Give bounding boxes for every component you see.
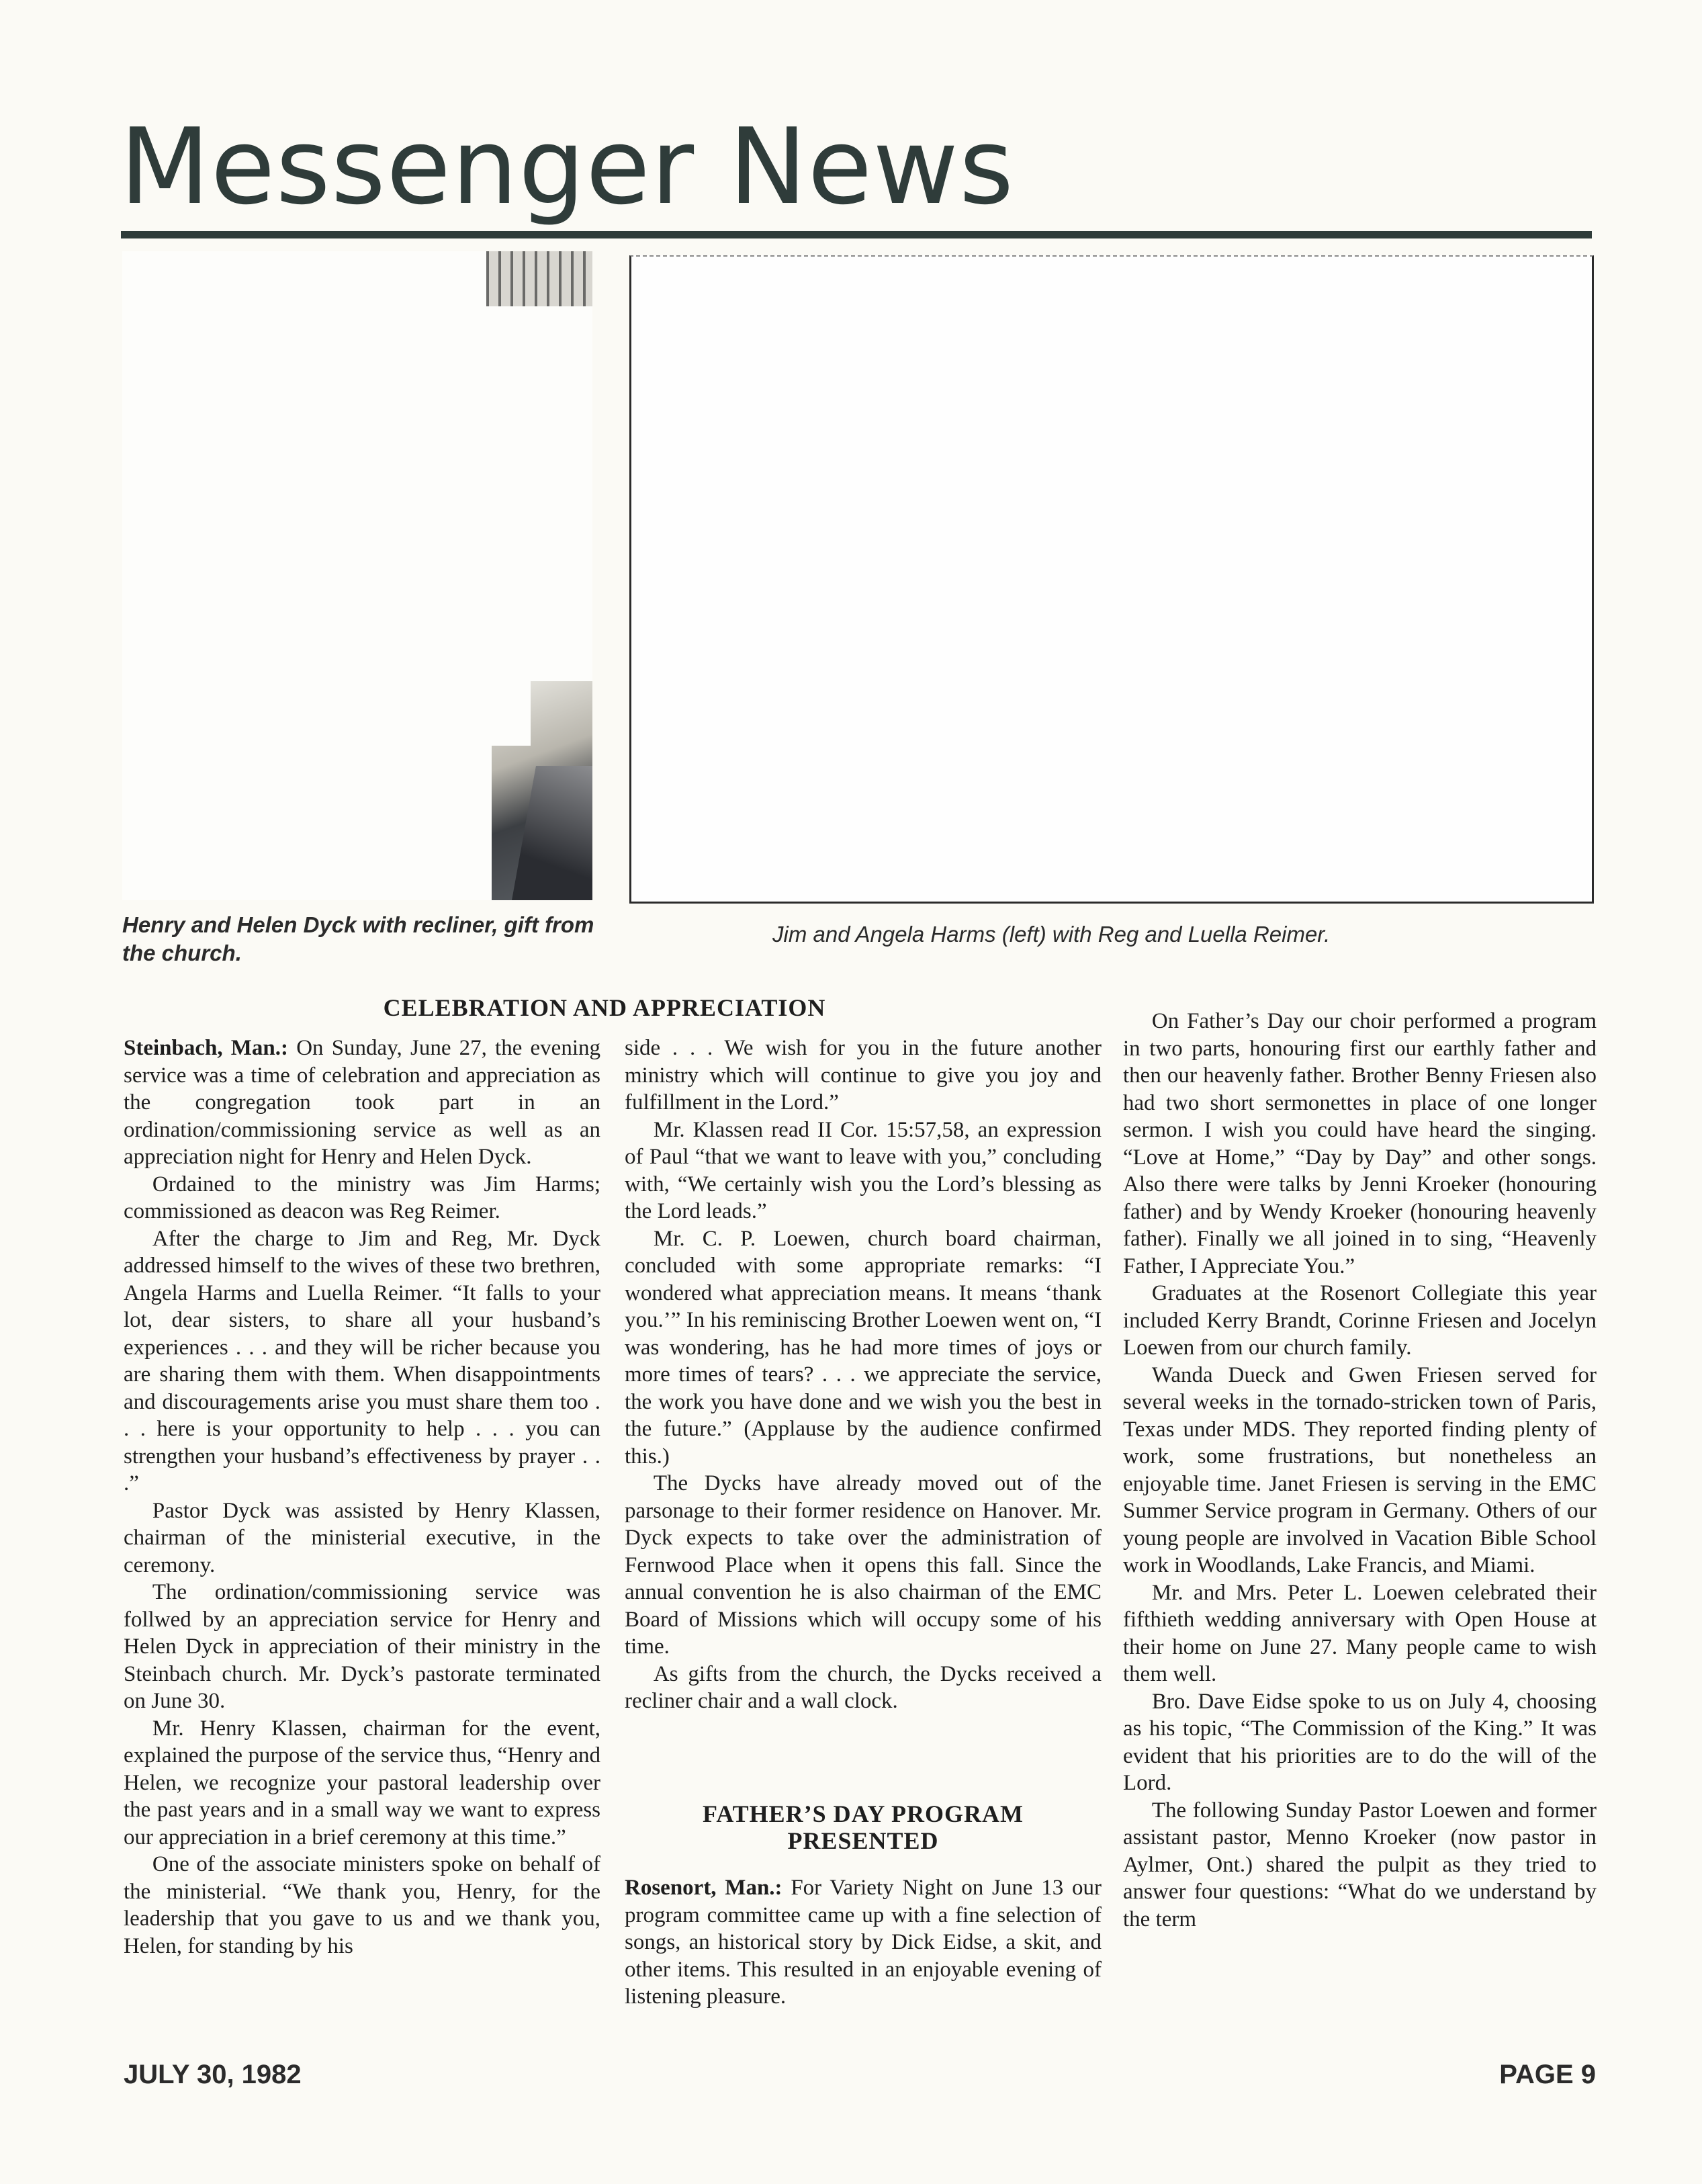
paragraph: The Dycks have already moved out of the parsonage to their former residence on Hanover. Mr. Dyck expects to take over the administration of Fernwood Place when it opens this fall. Since the annual convention he is also chairman of the EMC Board of Missions which will occupy some of his time. — [625, 1471, 1102, 1659]
headline-celebration: CELEBRATION AND APPRECIATION — [383, 994, 826, 1021]
paragraph: Mr. and Mrs. Peter L. Loewen celebrated their fifthieth wedding anniversary with Open House at their home on June 27. Many people came to wish them well. — [1123, 1580, 1597, 1686]
paragraph: side . . . We wish for you in the future another ministry which will continue to give you joy and fulfillment in the Lord.” — [625, 1036, 1102, 1115]
article-column-1 — [124, 1035, 600, 1960]
photo-dyck-recliner — [122, 251, 592, 900]
dateline: Steinbach, Man.: — [124, 1036, 289, 1060]
photo-blank-patch — [492, 681, 531, 746]
paragraph: After the charge to Jim and Reg, Mr. Dyck addressed himself to the wives of these two brethren, Angela Harms and Luella Reimer. “It falls to your lot, dear sisters, to share all your husband’s experiences . . . and they will be richer because you are sharing them with them. When disappointments and discouragements arise you must share them too . . . here is your opportunity to help . . . you can strengthen your husband’s effectiveness by prayer . . .” — [124, 1226, 600, 1495]
paragraph: Wanda Dueck and Gwen Friesen served for several weeks in the tornado-stricken town of Paris, Texas under MDS. They reported finding plenty of work, some frustrations, but nonetheless an enjoyable time. Janet Friesen is serving in the EMC Summer Service program in Germany. Others of our young people are involved in Vacation Bible School work in Woodlands, Lake Francis, and Miami. — [1123, 1362, 1597, 1577]
paragraph: As gifts from the church, the Dycks received a recliner chair and a wall clock. — [625, 1661, 1102, 1713]
paragraph: Mr. Klassen read II Cor. 15:57,58, an expression of Paul “that we want to leave with you,” concluding with, “We certainly wish you the Lord’s blessing as the Lord leads.” — [625, 1117, 1102, 1223]
footer-date: JULY 30, 1982 — [124, 2060, 302, 2089]
article-column-2 — [625, 1035, 1102, 1715]
paragraph — [124, 1035, 600, 1171]
paragraph: The ordination/commissioning service was follwed by an appreciation service for Henry and Helen Dyck in appreciation of their ministry in the Steinbach church. Mr. Dyck’s pastorate terminated on June 30. — [124, 1580, 600, 1713]
article-column-2-lower — [625, 1874, 1102, 2011]
paragraph: Ordained to the ministry was Jim Harms; commissioned as deacon was Reg Reimer. — [124, 1172, 600, 1223]
caption-right: Jim and Angela Harms (left) with Reg and Luella Reimer. — [772, 922, 1331, 947]
paragraph: The following Sunday Pastor Loewen and former assistant pastor, Menno Kroeker (now pastor in Aylmer, Ont.) shared the pulpit as they tried to answer four questions: “What do we understand by the term — [1123, 1798, 1597, 1931]
paragraph: Bro. Dave Eidse spoke to us on July 4, choosing as his topic, “The Commission of the King.” It was evident that his priorities are to do the will of the Lord. — [1123, 1689, 1597, 1795]
masthead-title: Messenger News — [120, 105, 1015, 228]
headline-fathers-day: FATHER’S DAY PROGRAM PRESENTED — [703, 1800, 1024, 1854]
footer-page-number: PAGE 9 — [1499, 2060, 1596, 2089]
paragraph-text: For Variety Night on June 13 our program committee came up with a fine selection of songs, an historical story by Dick Eidse, a skit, and other items. This resulted in an enjoyable evening of listening pleasure. — [625, 1876, 1102, 2009]
paragraph — [625, 1874, 1102, 2011]
paragraph: One of the associate ministers spoke on behalf of the ministerial. “We thank you, Henry, for the leadership that you gave to us and we thank you, Helen, for standing by his — [124, 1852, 600, 1958]
caption-left: Henry and Helen Dyck with recliner, gift from the church. — [122, 912, 594, 965]
paragraph-text: On Sunday, June 27, the evening service was a time of celebration and appreciation as the congregation took part in an ordination/commissioning service as well as an appreciation night for Henry and Helen Dyck. — [124, 1036, 600, 1169]
photo-harms-reimer — [629, 255, 1594, 904]
paragraph: On Father’s Day our choir performed a program in two parts, honouring first our earthly father and then our heavenly father. Brother Benny Friesen also had two short sermonettes in place of one longer sermon. I wish you could have heard the singing. “Love at Home,” “Day by Day” and other songs. Also there were talks by Jenni Kroeker (honouring father) and by Wendy Kroeker (honouring heavenly father). Finally we all joined in to sing, “Heavenly Father, I Appreciate You.” — [1123, 1009, 1597, 1278]
masthead-rule — [121, 231, 1592, 238]
curtain-detail — [486, 251, 592, 306]
article-column-3 — [1123, 1008, 1597, 1933]
paragraph: Mr. C. P. Loewen, church board chairman, concluded with some appropriate remarks: “I wondered what appreciation means. It means ‘thank you.’” In his reminiscing Brother Loewen went on, “I was wondering, has he had more times of joys or more times of tears? . . . we appreciate the service, the work you have done and we wish you the best in the future.” (Applause by the audience confirmed this.) — [625, 1226, 1102, 1469]
paragraph: Graduates at the Rosenort Collegiate this year included Kerry Brandt, Corinne Friesen and Jocelyn Loewen from our church family. — [1123, 1281, 1597, 1360]
paragraph: Pastor Dyck was assisted by Henry Klassen, chairman of the ministerial executive, in the ceremony. — [124, 1498, 600, 1577]
dateline: Rosenort, Man.: — [625, 1876, 782, 1900]
recliner-shadow — [512, 766, 592, 900]
paragraph: Mr. Henry Klassen, chairman for the event, explained the purpose of the service thus, “Henry and Helen, we recognize your pastoral leadership over the past years and in a small way we want to express our appreciation in a brief ceremony at this time.” — [124, 1716, 600, 1849]
